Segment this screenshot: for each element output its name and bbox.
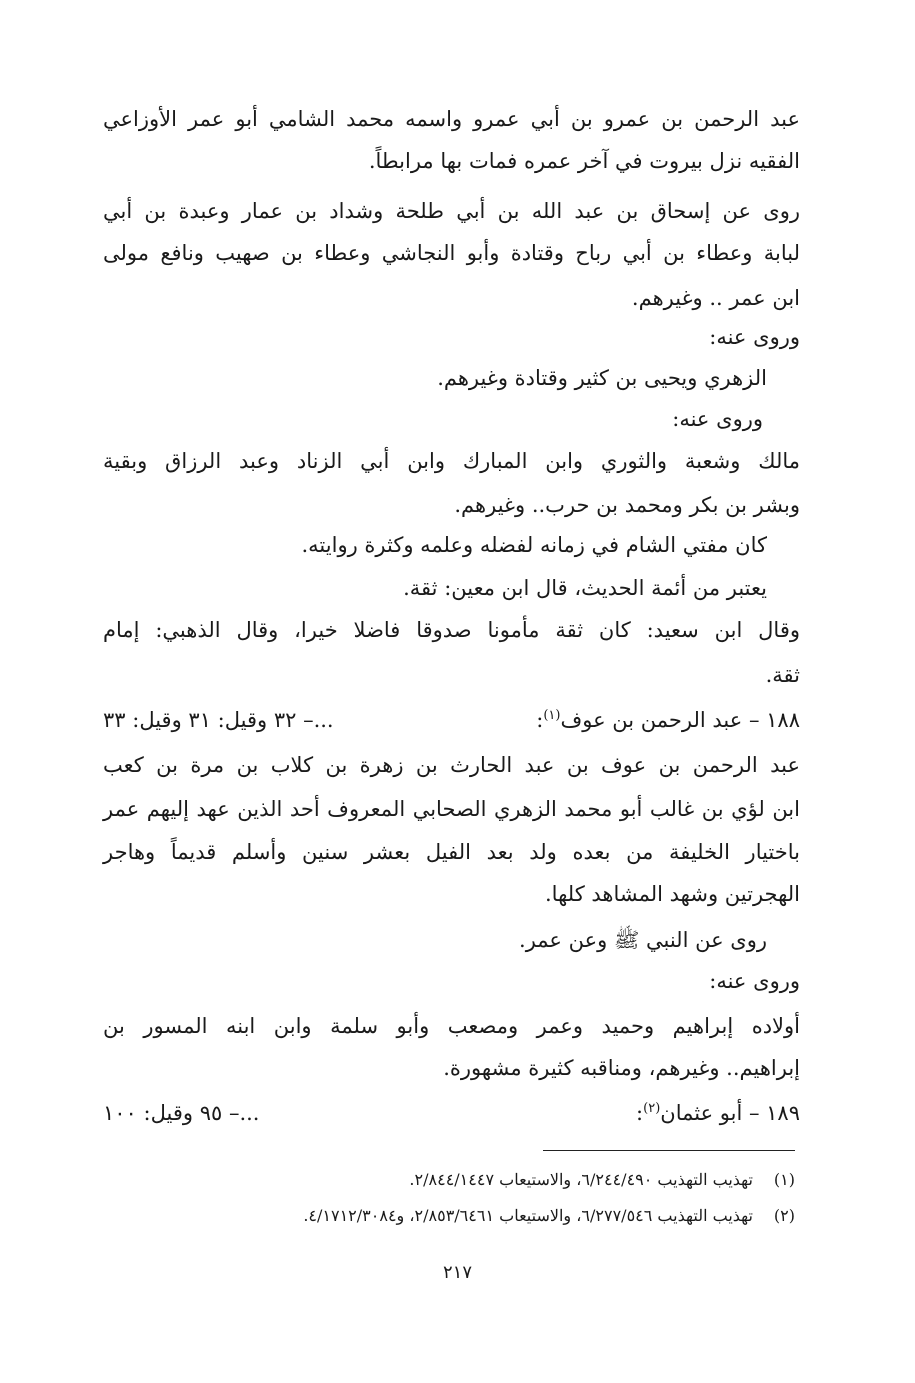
footnote-separator [543,1150,795,1151]
body-line: لبابة وعطاء بن أبي رباح وقتادة وأبو النجاشي وعطاء بن صهيب ونافع مولى [103,241,800,265]
body-line: ابن لؤي بن غالب أبو محمد الزهري الصحابي المعروف أحد الذين عهد إليهم عمر [103,797,800,821]
body-line: عبد الرحمن بن عمرو بن أبي عمرو واسمه محمد الشامي أبو عمر الأوزاعي [103,107,800,131]
footnote [303,1204,795,1228]
entry-title: ١٨٩ – أبو عثمان$^{(٢)}$: [636,1101,800,1125]
body-line: روى عن إسحاق بن عبد الله بن أبي طلحة وشداد بن عمار وعبدة بن أبي [103,199,800,223]
footnote [409,1168,795,1192]
footnote-ref: (٢) [643,1101,661,1116]
footnote-text: تهذيب التهذيب ٦/٢٧٧/٥٤٦، والاستيعاب ٢/٨٥٣/٦٤٦١، و٤/١٧١٢/٣٠٨٤. [303,1206,753,1225]
body-line: ثقة. [765,663,800,687]
body-line: وقال ابن سعيد: كان ثقة مأمونا صدوقا فاضلا خيرا، وقال الذهبي: إمام [103,618,800,642]
body-line: عبد الرحمن بن عوف بن عبد الحارث بن زهرة بن كلاب بن مرة بن كعب [103,753,800,777]
section-label: وروى عنه: [709,325,800,349]
entry-dates: ...– ٣٢ وقيل: ٣١ وقيل: ٣٣ [103,708,334,732]
body-line: يعتبر من أئمة الحديث، قال ابن معين: ثقة. [403,576,767,600]
page-number: ٢١٧ [442,1262,472,1283]
body-line: كان مفتي الشام في زمانه لفضله وعلمه وكثرة روايته. [301,533,767,557]
body-line: أولاده إبراهيم وحميد وعمر ومصعب وأبو سلمة وابن ابنه المسور بن [103,1014,800,1038]
body-line: وبشر بن بكر ومحمد بن حرب.. وغيرهم. [454,493,800,517]
entry-title: ١٨٨ – عبد الرحمن بن عوف$^{(١)}$: [536,708,800,732]
footnote-ref: (١) [543,708,561,723]
body-line: روى عن النبي ﷺ وعن عمر. [519,928,767,952]
footnote-text: تهذيب التهذيب ٦/٢٤٤/٤٩٠، والاستيعاب ٢/٨٤٤/١٤٤٧. [409,1170,753,1189]
footnote-number: (٢) [773,1206,795,1225]
footnote-number: (١) [773,1170,795,1189]
body-line: إبراهيم.. وغيرهم، ومناقبه كثيرة مشهورة. [443,1056,800,1080]
entry-dates: ...– ٩٥ وقيل: ١٠٠ [103,1101,260,1125]
body-line: الفقيه نزل بيروت في آخر عمره فمات بها مرابطاً. [368,149,800,173]
body-line: الزهري ويحيى بن كثير وقتادة وغيرهم. [437,366,767,390]
body-line: باختيار الخليفة من بعده ولد بعد الفيل بعشر سنين وأسلم قديماً وهاجر [103,840,800,864]
body-line: مالك وشعبة والثوري وابن المبارك وابن أبي الزناد وعبد الرزاق وبقية [103,449,800,473]
body-line: ابن عمر .. وغيرهم. [631,286,800,310]
section-label: وروى عنه: [709,969,800,993]
section-label: وروى عنه: [672,407,763,431]
body-line: الهجرتين وشهد المشاهد كلها. [545,882,800,906]
